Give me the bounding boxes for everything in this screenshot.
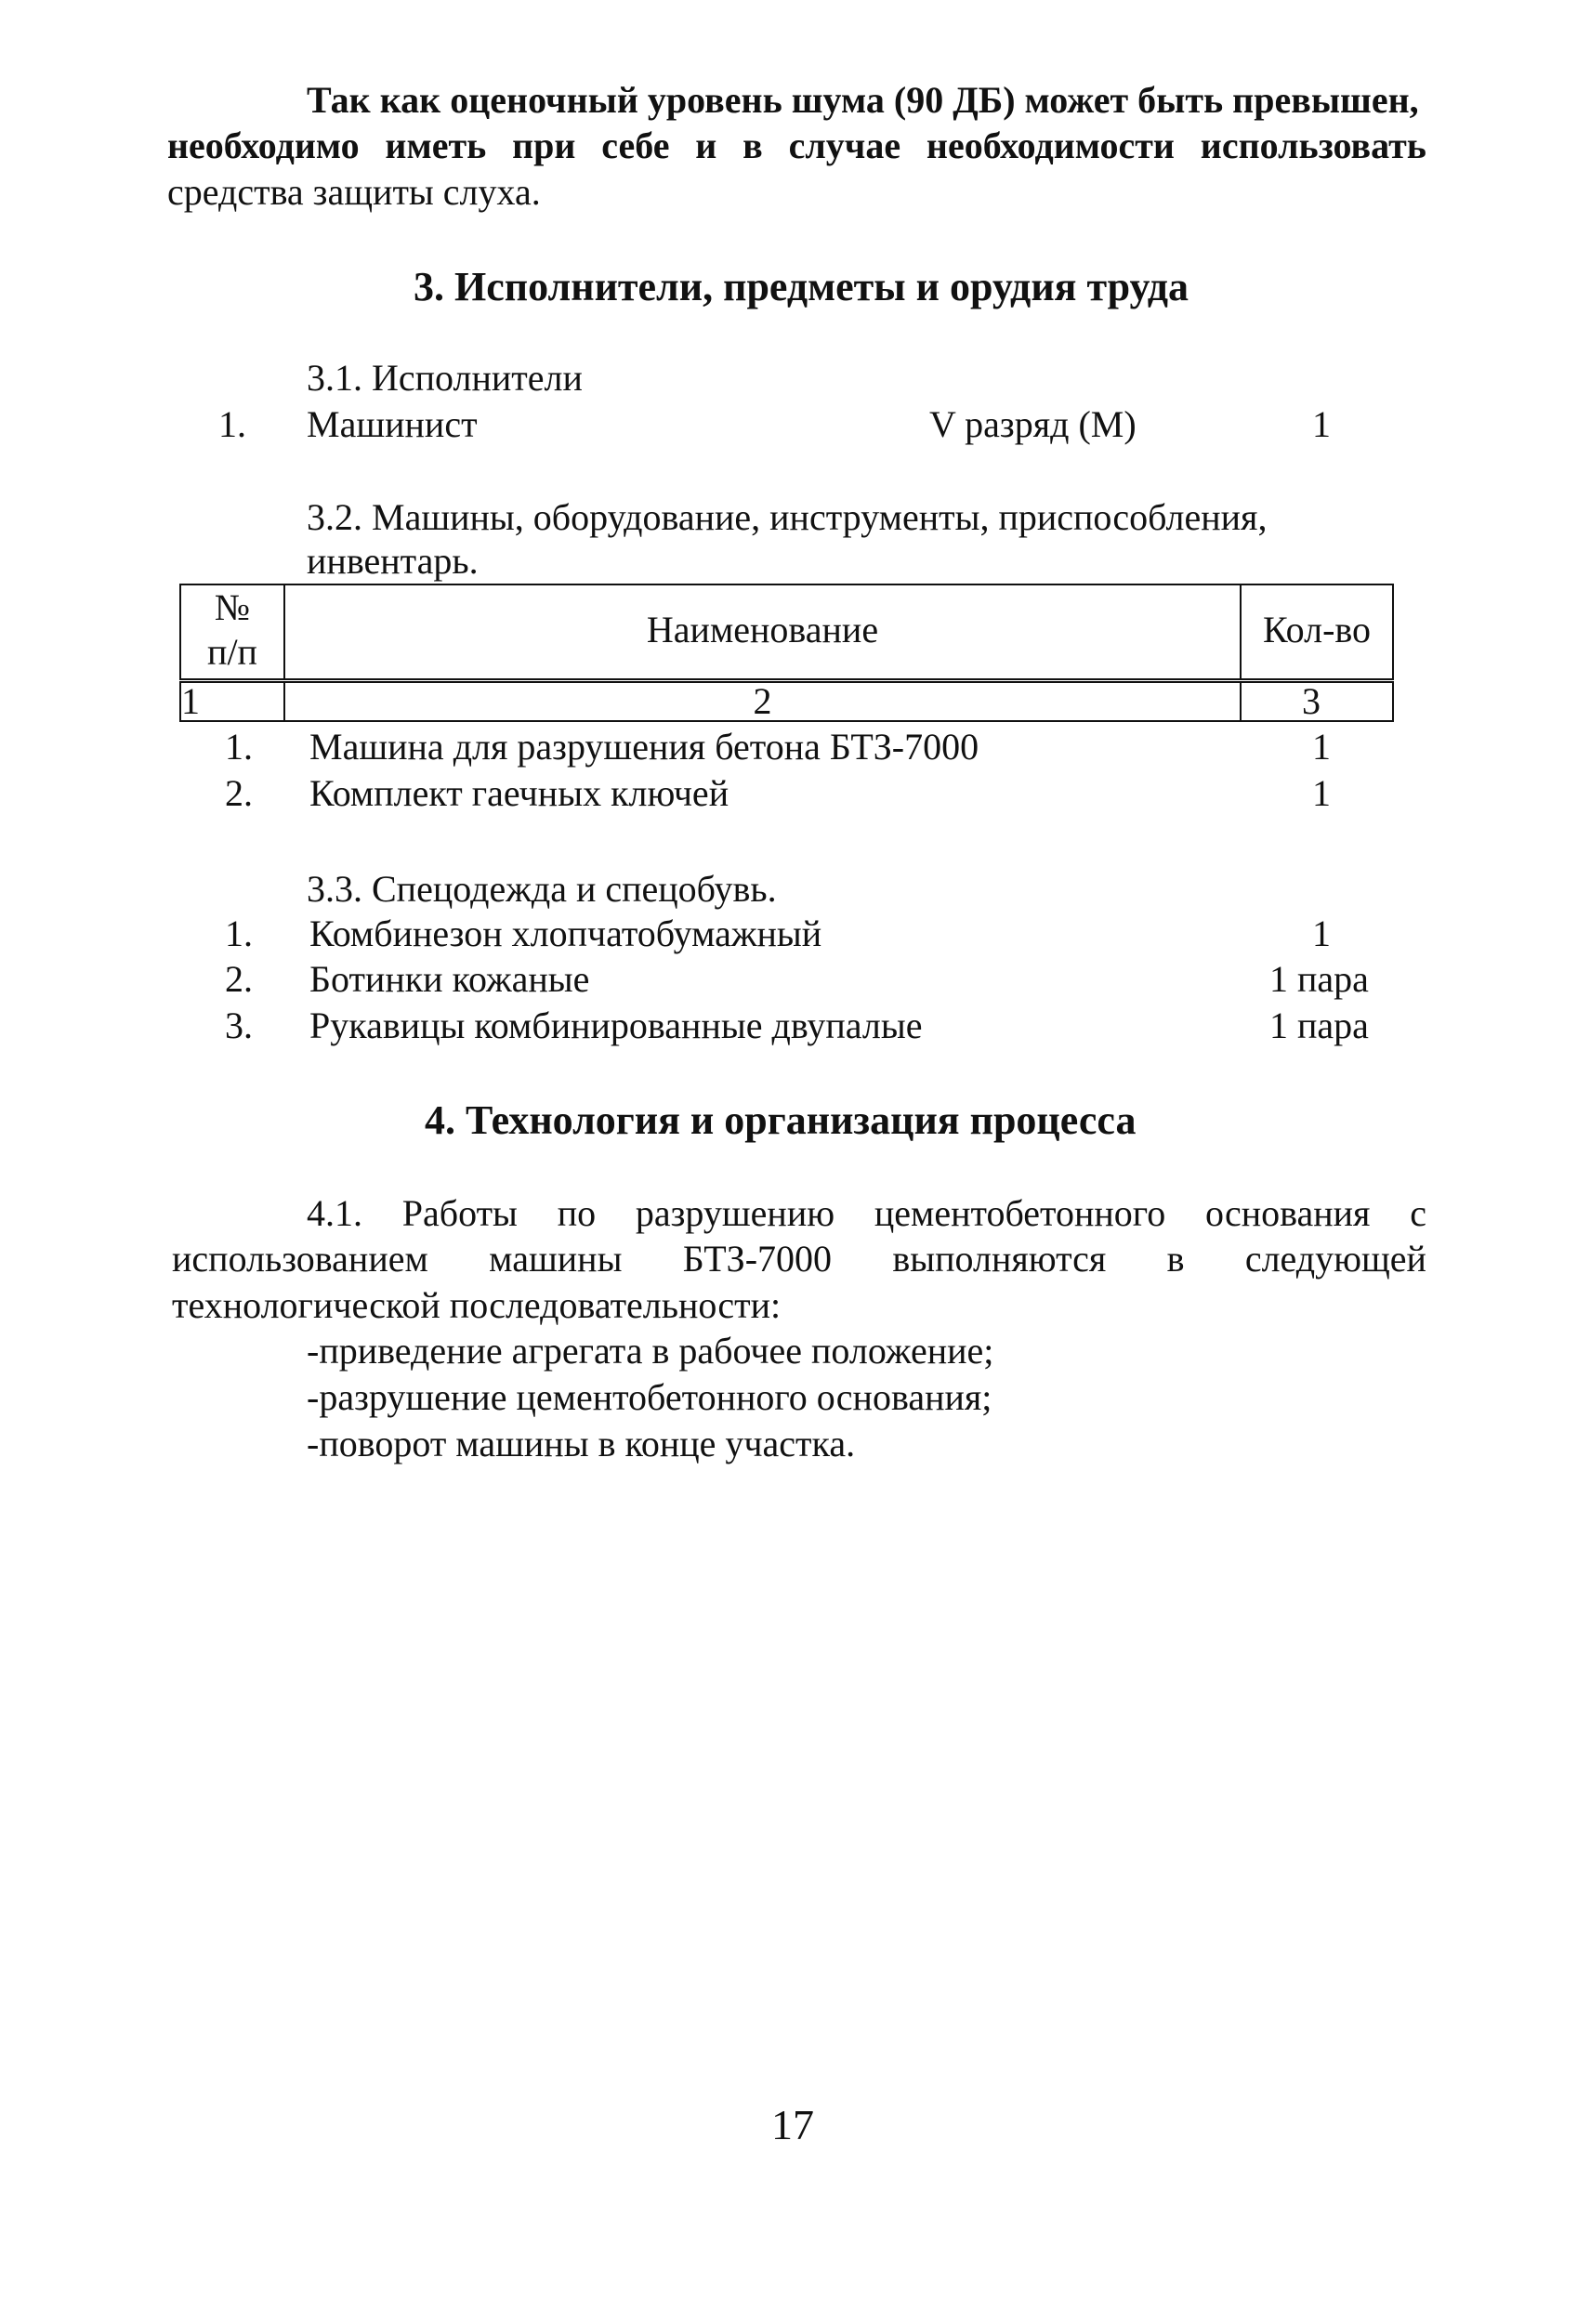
word: в [743,125,763,166]
word: основания [1204,1192,1371,1234]
word: следующей [1244,1238,1426,1280]
section-4-para-line-1 [307,1191,1426,1236]
clothing-item-number: 1. [225,913,253,954]
intro-line-2 [167,124,1426,168]
intro-line-1: Так как оценочный уровень шума (90 ДБ) может быть превышен, [307,79,1419,121]
process-step: -поворот машины в конце участка. [307,1423,856,1464]
word: использовать [1200,125,1426,166]
performer-grade: V разряд (М) [929,403,1137,445]
subsection-3-2-title-line-1: 3.2. Машины, оборудование, инструменты, приспособления, [307,496,1268,538]
col-index-2: 2 [753,680,772,722]
word: необходимо [167,125,360,166]
word: себе [601,125,670,166]
clothing-item-qty: 1 [1312,913,1331,954]
performer-qty: 1 [1312,403,1331,445]
section-4-heading: 4. Технология и организация процесса [425,1097,1137,1143]
col-index-1: 1 [181,680,200,722]
word: БТЗ-7000 [682,1238,833,1280]
col-index-3: 3 [1302,680,1321,722]
performer-number: 1. [218,403,246,445]
word: Работы [401,1192,518,1234]
clothing-item-number: 3. [225,1004,253,1046]
subsection-3-3-title: 3.3. Спецодежда и спецобувь. [307,868,777,910]
equipment-item-name: Машина для разрушения бетона БТЗ-7000 [309,726,979,768]
equipment-item-name: Комплект гаечных ключей [309,772,729,814]
clothing-item-name: Рукавицы комбинированные двупалые [309,1004,923,1046]
process-step: -приведение агрегата в рабочее положение; [307,1330,994,1372]
col-number-header-line-1: № [214,586,251,628]
subsection-3-1-title: 3.1. Исполнители [307,357,583,399]
word: цементобетонного [874,1192,1166,1234]
clothing-item-name: Ботинки кожаные [309,958,590,1000]
word: при [512,125,576,166]
process-step: -разрушение цементобетонного основания; [307,1376,992,1418]
page-number: 17 [771,2101,814,2148]
clothing-item-qty: 1 пара [1269,1004,1369,1046]
word: использованием [172,1238,428,1280]
word: иметь [385,125,487,166]
word: 4.1. [307,1192,362,1234]
col-number-header-line-2: п/п [207,631,257,673]
col-name-header: Наименование [646,609,879,650]
equipment-item-number: 2. [225,772,253,814]
col-qty-header: Кол-во [1262,609,1372,650]
equipment-item-qty: 1 [1312,772,1331,814]
performer-name: Машинист [307,403,478,445]
word: случае [788,125,901,166]
equipment-item-qty: 1 [1312,726,1331,768]
subsection-3-2-title-line-2: инвентарь. [307,540,479,582]
clothing-item-name: Комбинезон хлопчатобумажный [309,913,822,954]
word: необходимости [926,125,1175,166]
word: с [1410,1192,1426,1234]
intro-line-3: средства защиты слуха. [167,171,541,213]
equipment-item-number: 1. [225,726,253,768]
word: и [695,125,717,166]
word: в [1166,1238,1185,1280]
word: разрушению [635,1192,835,1234]
word: по [557,1192,597,1234]
word: машины [489,1238,623,1280]
word: выполняются [892,1238,1107,1280]
clothing-item-number: 2. [225,958,253,1000]
section-4-para-line-2 [172,1237,1426,1281]
section-4-para-line-3: технологической последовательности: [172,1284,782,1326]
section-3-heading: 3. Исполнители, предметы и орудия труда [414,264,1189,309]
clothing-item-qty: 1 пара [1269,958,1369,1000]
